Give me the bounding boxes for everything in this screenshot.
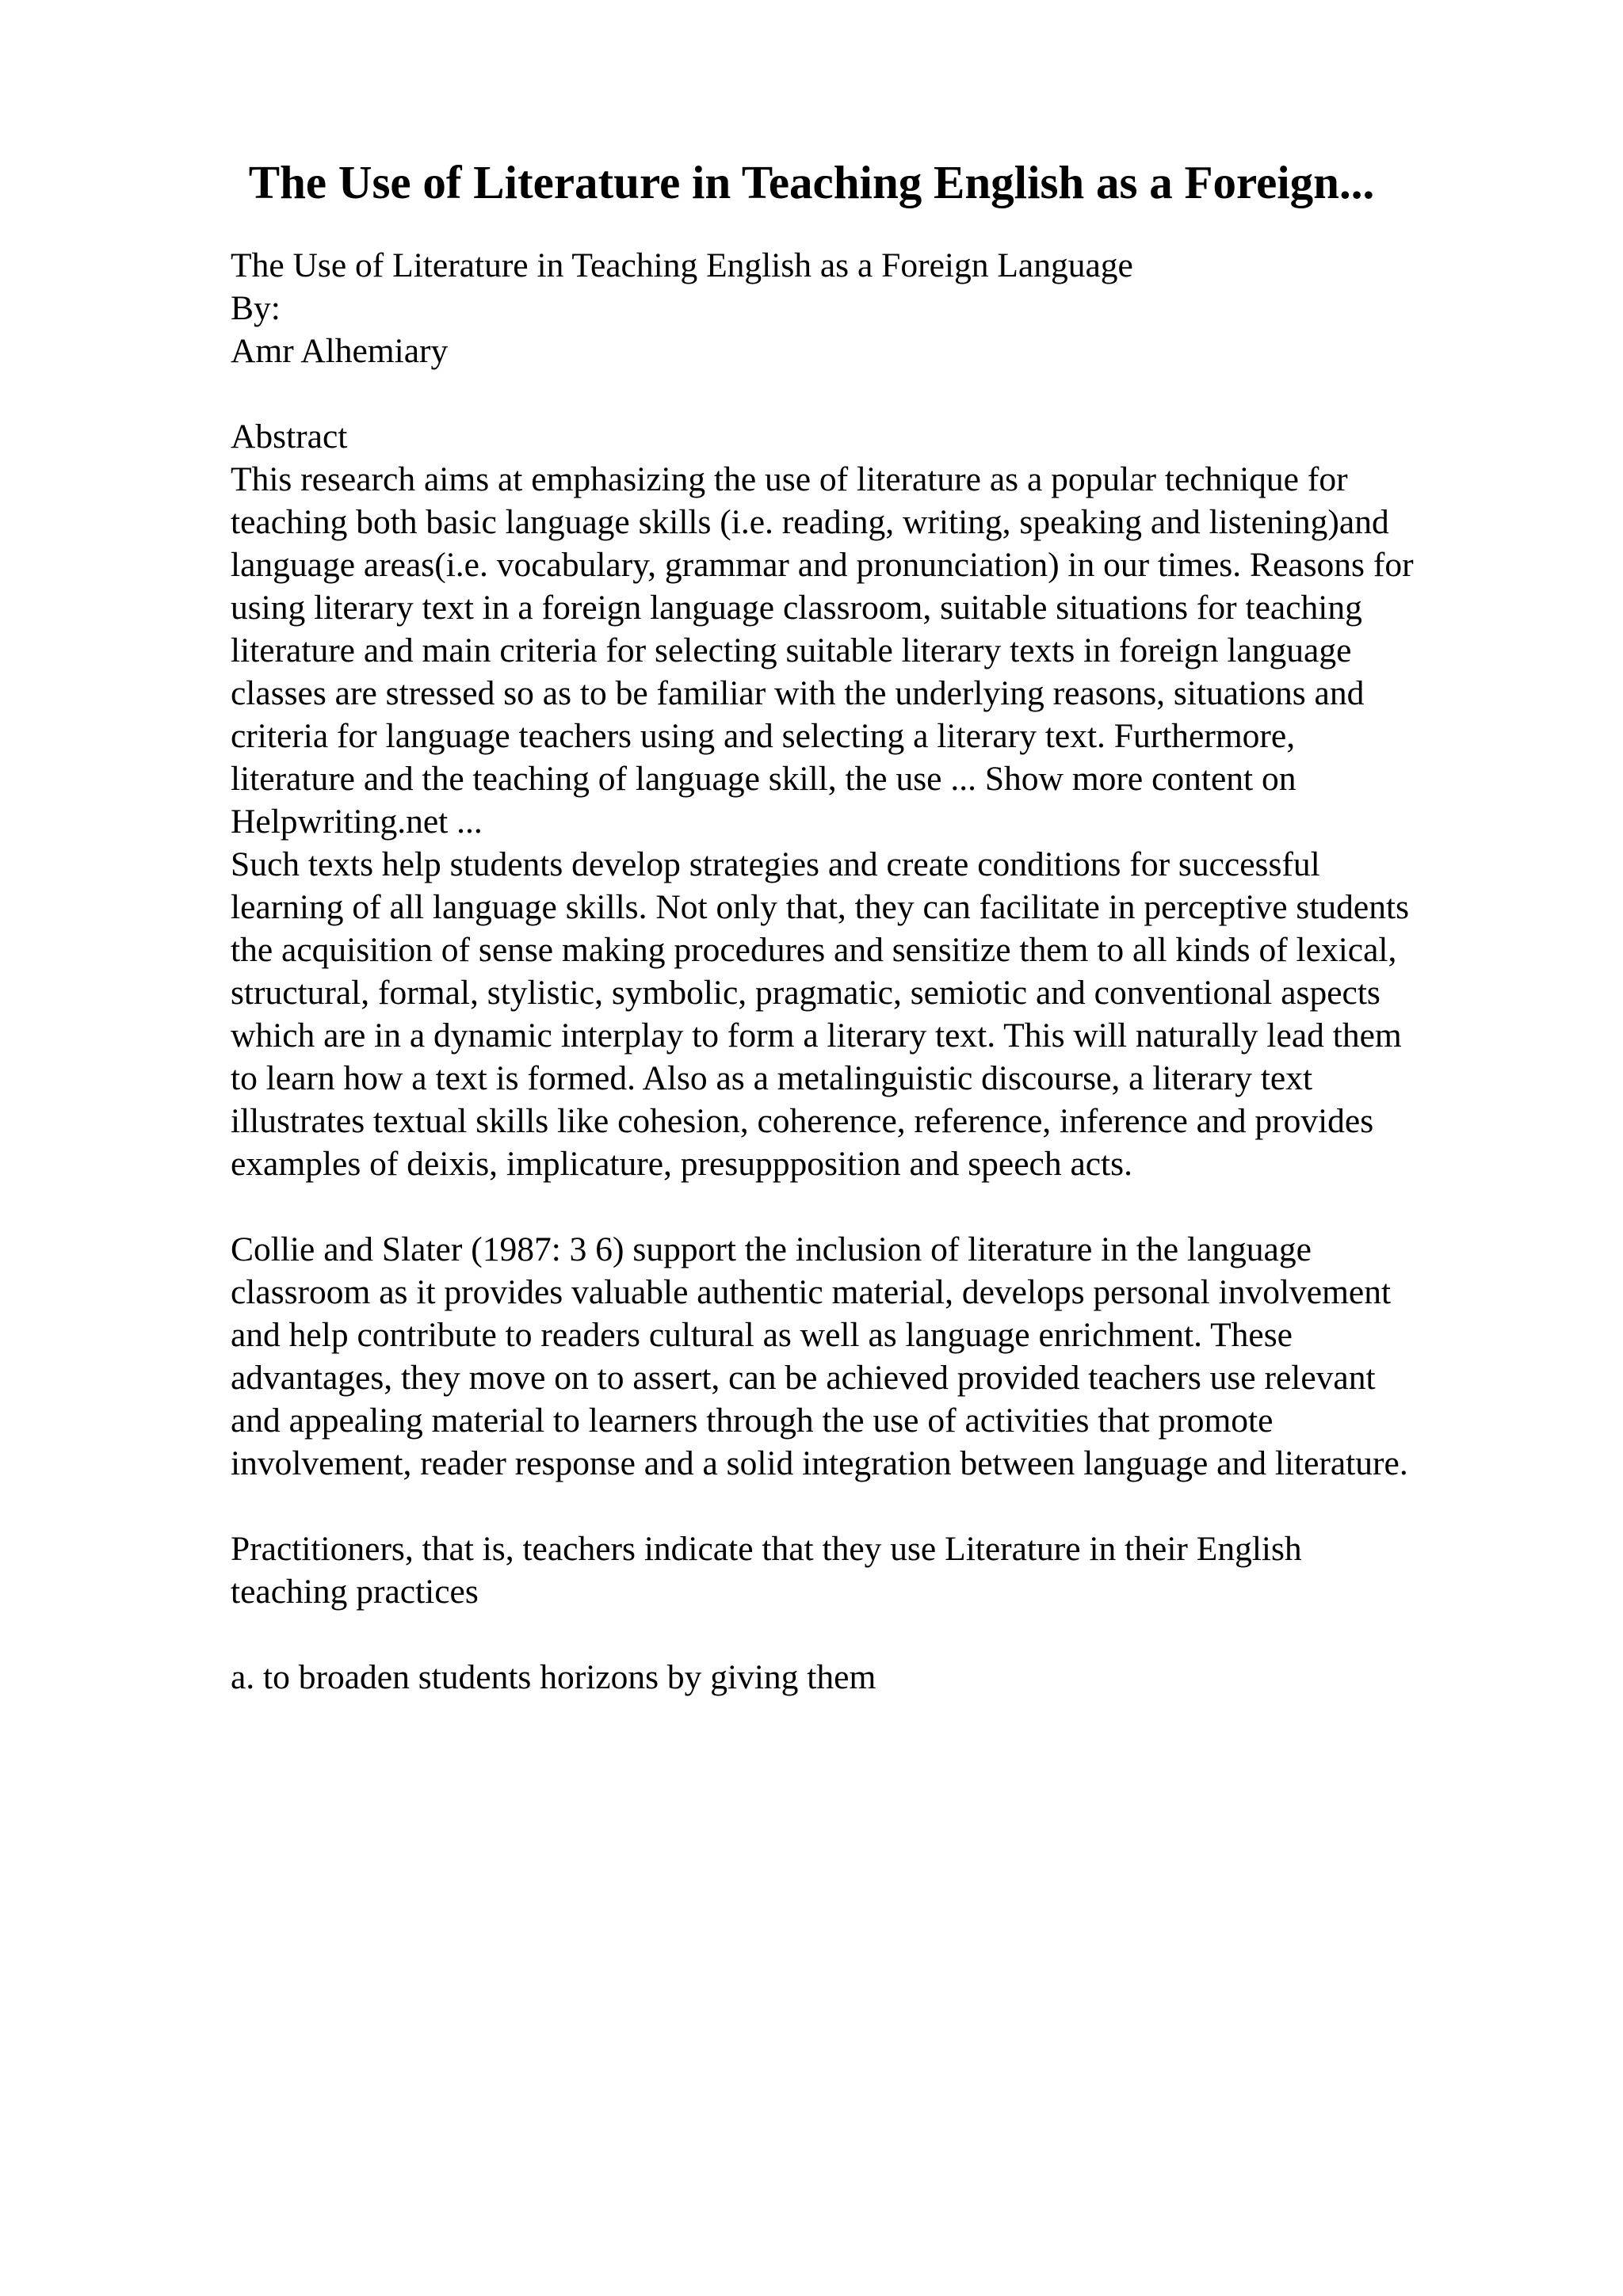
abstract-line: the acquisition of sense making procedures and sensitize them to all kinds of lexical, (231, 931, 1397, 969)
page-title: The Use of Literature in Teaching English as a Foreign... (248, 156, 1375, 208)
abstract-line: examples of deixis, implicature, presuppposition and speech acts. (231, 1145, 1132, 1183)
abstract-line: Such texts help students develop strategies and create conditions for successful (231, 845, 1320, 883)
abstract-line: learning of all language skills. Not only that, they can facilitate in perceptive students (231, 888, 1410, 926)
paragraph-line: Practitioners, that is, teachers indicate that they use Literature in their English (231, 1530, 1302, 1568)
practitioners-paragraph (231, 1527, 1514, 1613)
header-block (231, 244, 1514, 372)
abstract-section (231, 415, 1514, 1185)
abstract-line: This research aims at emphasizing the use of literature as a popular technique for (231, 460, 1348, 498)
abstract-line: illustrates textual skills like cohesion, coherence, reference, inference and provides (231, 1102, 1374, 1140)
list-section (231, 1656, 1514, 1699)
list-item-a: a. to broaden students horizons by giving them (231, 1658, 876, 1696)
collie-slater-paragraph (231, 1228, 1514, 1485)
paragraph-line: involvement, reader response and a solid integration between language and literature. (231, 1444, 1408, 1482)
paragraph-line: and appealing material to learners through the use of activities that promote (231, 1402, 1274, 1440)
paragraph-line: Collie and Slater (1987: 3 6) support the inclusion of literature in the language (231, 1230, 1312, 1268)
subtitle-line: The Use of Literature in Teaching English as a Foreign Language (231, 246, 1133, 284)
spacer (231, 1185, 1514, 1228)
abstract-heading: Abstract (231, 418, 348, 456)
abstract-line: Helpwriting.net ... (231, 803, 483, 841)
abstract-line: using literary text in a foreign language classroom, suitable situations for teaching (231, 589, 1362, 627)
spacer (231, 1613, 1514, 1656)
byline-label: By: (231, 289, 281, 327)
document-body (231, 244, 1514, 1699)
abstract-line: language areas(i.e. vocabulary, grammar and pronunciation) in our times. Reasons for (231, 546, 1414, 584)
paragraph-line: and help contribute to readers cultural as well as language enrichment. These (231, 1316, 1293, 1354)
abstract-line: classes are stressed so as to be familiar with the underlying reasons, situations and (231, 674, 1365, 712)
abstract-line: teaching both basic language skills (i.e. reading, writing, speaking and listening)and (231, 503, 1389, 541)
paragraph-line: advantages, they move on to assert, can be achieved provided teachers use relevant (231, 1359, 1376, 1397)
paragraph-line: teaching practices (231, 1573, 479, 1611)
abstract-line: structural, formal, stylistic, symbolic, pragmatic, semiotic and conventional aspects (231, 974, 1381, 1012)
abstract-line: criteria for language teachers using and selecting a literary text. Furthermore, (231, 717, 1296, 755)
spacer (231, 1485, 1514, 1527)
paragraph-line: classroom as it provides valuable authentic material, develops personal involvement (231, 1273, 1392, 1311)
abstract-line: to learn how a text is formed. Also as a metalinguistic discourse, a literary text (231, 1059, 1313, 1097)
spacer (231, 372, 1514, 415)
author-name: Amr Alhemiary (231, 332, 449, 370)
abstract-line: literature and main criteria for selecting suitable literary texts in foreign language (231, 631, 1352, 669)
abstract-line: which are in a dynamic interplay to form a literary text. This will naturally lead them (231, 1016, 1402, 1055)
abstract-line: literature and the teaching of language skill, the use ... Show more content on (231, 760, 1296, 798)
